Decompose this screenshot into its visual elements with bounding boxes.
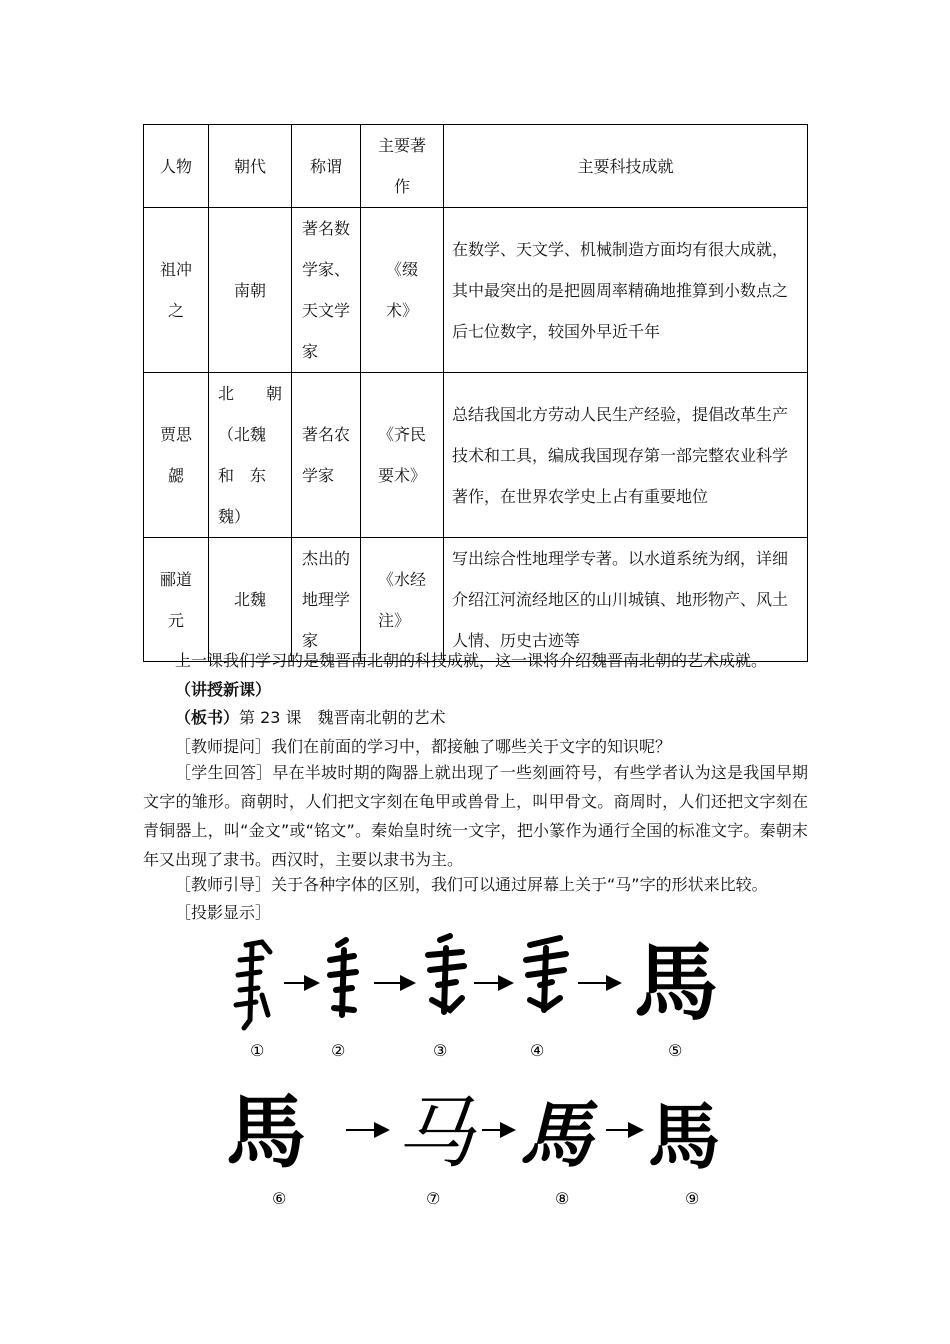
glyph-regular: 馬 <box>648 1094 721 1179</box>
glyph-cursive: 马 <box>396 1089 475 1179</box>
cell-text: 杰出的 地理学 家 <box>301 549 350 650</box>
teacher-guide: ［教师引导］关于各种字体的区别，我们可以通过屏幕上关于“马”字的形状来比较。 <box>175 875 768 894</box>
label-7: ⑦ <box>426 1189 441 1208</box>
glyph-running: 馬 <box>520 1092 593 1177</box>
label-6: ⑥ <box>272 1189 287 1208</box>
label-4: ④ <box>530 1041 545 1060</box>
glyph-small-seal: 馬 <box>634 933 719 1032</box>
section-label: （讲授新课） <box>175 680 272 699</box>
header-label: 人物 <box>159 156 192 176</box>
projection-label: ［投影显示］ <box>175 903 272 922</box>
cell-text: 南朝 <box>233 280 266 300</box>
teacher-question: ［教师提问］我们在前面的学习中，都接触了哪些关于文字的知识呢？ <box>175 737 672 756</box>
board-text: 第 23 课 魏晋南北朝的艺术 <box>239 708 446 727</box>
label-2: ② <box>331 1041 346 1060</box>
glyph-bronze-1 <box>330 940 356 1015</box>
cell-text: 北 朝 （北魏 和 东 魏） <box>217 384 282 526</box>
cell-text: 写出综合性地理学专著。以水道系统为纲，详细介绍江河流经地区的山川城镇、地形物产、风土人情、历史古迹等 <box>452 549 789 650</box>
cell-text: 著名农 学家 <box>301 425 350 485</box>
header-label: 朝代 <box>233 156 266 176</box>
cell-text: 《齐民 要术》 <box>377 425 426 485</box>
glyph-clerical: 馬 <box>226 1085 306 1179</box>
cell-text: 在数学、天文学、机械制造方面均有很大成就，其中最突出的是把圆周率精确地推算到小数点之后七位数字，较国外早近千年 <box>452 239 789 341</box>
cell-text: 《水经 注》 <box>377 569 426 630</box>
label-9: ⑨ <box>685 1189 700 1208</box>
cell-text: 郦道 元 <box>159 569 192 630</box>
label-1: ① <box>250 1041 265 1060</box>
label-3: ③ <box>433 1041 448 1060</box>
header-label: 称谓 <box>309 156 342 176</box>
cell-text: 贾思 勰 <box>159 425 192 485</box>
cell-text: 祖冲 之 <box>159 260 192 320</box>
board-label: （板书） <box>175 708 240 727</box>
cell-text: 《缀 术》 <box>385 260 418 320</box>
header-label: 主要著 作 <box>377 136 426 196</box>
cell-text: 北魏 <box>233 590 266 609</box>
glyph-bronze-2 <box>428 936 464 1012</box>
label-8: ⑧ <box>555 1189 570 1208</box>
student-answer: ［学生回答］早在半坡时期的陶器上就出现了一些刻画符号，有些学者认为这是我国早期文字的雏形。商朝时，人们把文字刻在龟甲或兽骨上，叫甲骨文。商周时，人们还把文字刻在青铜器上，叫“金文”或“铭文”。秦始皇时统一文字，把小篆作为通行全国的标准文字。秦朝末年又出现了隶书。西汉时，主要以隶书为主。 <box>143 763 808 869</box>
cell-text: 著名数 学家、 天文学 家 <box>301 219 350 361</box>
label-5: ⑤ <box>668 1041 683 1060</box>
header-label: 主要科技成就 <box>577 156 674 176</box>
glyph-oracle-bone <box>236 942 270 1028</box>
intro-text: 上一课我们学习的是魏晋南北朝的科技成就，这一课将介绍魏晋南北朝的艺术成就。 <box>175 651 768 670</box>
cell-text: 总结我国北方劳动人民生产经验，提倡改革生产技术和工具，编成我国现存第一部完整农业科学著作，在世界农学史上占有重要地位 <box>452 404 789 506</box>
glyph-bronze-3 <box>526 938 566 1010</box>
